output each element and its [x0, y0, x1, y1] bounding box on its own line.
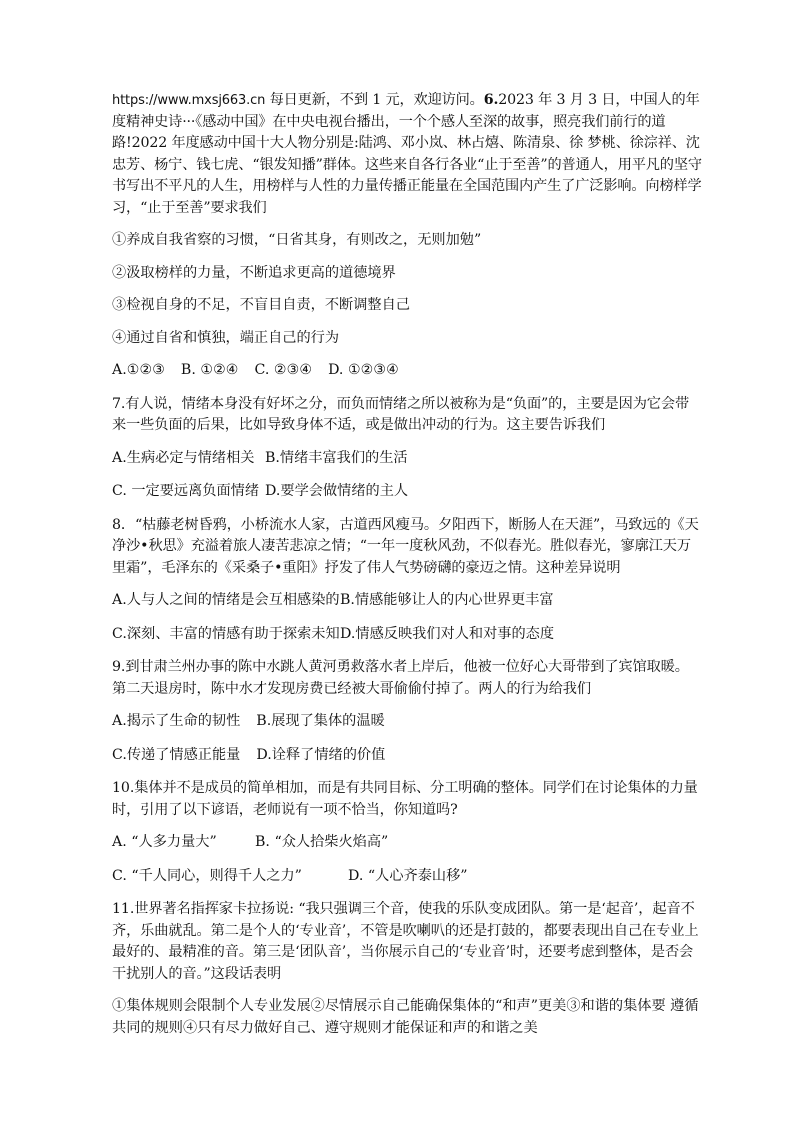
question-6-item-3: ③检视自身的不足，不盲目自责，不断调整自己: [112, 297, 410, 313]
q7-option-a[interactable]: A.生病必定与情绪相关: [112, 449, 255, 466]
question-7-options-row-2: [112, 481, 702, 503]
question-8-stem: 8．“枯藤老树昏鸦，小桥流水人家，古道西风瘦马。夕阳西下，断肠人在天涯”，马致远的《天净沙•秋思》充溢着旅人凄苦悲凉之情；“一年一度秋风劲，不似春光。胜似春光，寥廓江天万里霜”，毛泽东的《采桑子•重阳》抒发了伟人气势磅礴的豪迈之情。这种差异说明: [112, 516, 699, 576]
q10-option-a[interactable]: A. “人多力量大”: [112, 834, 217, 850]
q6-option-b[interactable]: B. ①②④: [180, 362, 239, 378]
q7-option-d[interactable]: D.要学会做情绪的主人: [265, 483, 409, 499]
exam-page: [112, 90, 702, 1050]
question-6-stem: [112, 90, 702, 219]
question-9-options-row-2: [112, 745, 702, 767]
question-10-options-row-1: [112, 832, 702, 854]
q9-option-a[interactable]: A.揭示了生命的韧性: [112, 713, 241, 729]
q9-option-c[interactable]: C.传递了情感正能量: [112, 746, 241, 763]
q9-option-b[interactable]: B.展现了集体的温暖: [256, 713, 385, 729]
question-10-options-row-2: [112, 866, 702, 888]
q10-option-d[interactable]: D. “人心齐泰山移”: [348, 867, 468, 884]
question-11-items: ①集体规则会限制个人专业发展②尽情展示自己能确保集体的“和声”更美③和谐的集体要 遵循共同的规则④只有尽力做好自己、遵守规则才能保证和声的和谐之美: [112, 998, 699, 1036]
q8-option-d[interactable]: D.情感反映我们对人和对事的态度: [340, 625, 555, 642]
site-url[interactable]: https://www.mxsj663.cn: [112, 93, 266, 108]
question-6-options: [112, 360, 702, 382]
question-9-stem: 9.到甘肃兰州办事的陈中水跳人黄河勇救落水者上岸后，他被一位好心大哥带到了宾馆取暖。第二天退房时，陈中水才发现房费已经被大哥偷偷付掉了。两人的行为给我们: [112, 659, 689, 697]
question-7-stem: 7.有人说，情绪本身没有好坏之分，而负而情绪之所以被称为是“负面”的，主要是因为它会带来一些负面的后果，比如导致身体不适，或是做出冲动的行为。这主要告诉我们: [112, 395, 690, 433]
q8-option-a[interactable]: A.人与人之间的情绪是会互相感染的: [112, 592, 340, 608]
question-8-options-row-2: [112, 624, 702, 646]
q8-option-b[interactable]: B.情感能够让人的内心世界更丰富: [340, 592, 554, 608]
q8-option-c[interactable]: C.深刻、丰富的情感有助于探索未知: [112, 625, 340, 642]
question-9-options-row-1: [112, 711, 702, 733]
q6-option-a[interactable]: A.①②③: [112, 362, 165, 378]
question-6-item-1: ①养成自我省察的习惯，“日省其身，有则改之，无则加勉”: [112, 232, 482, 248]
question-6-item-4: ④通过自省和慎独，端正自己的行为: [112, 329, 340, 346]
question-6-text: 2023 年 3 月 3 日，中国人的年度精神史诗···《感动中国》在中央电视台播出，一个个感人至深的故事，照亮我们前行的道路!2022 年度感动中国十大人物分别是:陆鸿、邓小岚、林占熺、陈清泉、徐 梦桃、徐淙祥、沈忠芳、杨宁、钱七虎、“银发知播”群体。这些来自各行各业“止于至善”的普通人，用平凡的坚守书写出不平凡的人生，用榜样与人性的力量传播正能量在全国范围内产生了广泛影响。向榜样学习，“止于至善”要求我们: [112, 92, 702, 216]
q7-option-c[interactable]: C. 一定要远离负面情绪: [112, 483, 260, 499]
question-8-options-row-1: [112, 590, 702, 612]
question-7-options-row-1: [112, 448, 702, 470]
q9-option-d[interactable]: D.诠释了情绪的价值: [256, 746, 386, 763]
q10-option-b[interactable]: B. “众人拾柴火焰高”: [255, 834, 389, 850]
question-10-stem: 10.集体并不是成员的简单相加，而是有共同目标、分工明确的整体。同学们在讨论集体的力量时，引用了以下谚语，老师说有一项不恰当，你知道吗?: [112, 780, 698, 818]
site-note: 每日更新，不到 1 元，欢迎访问。: [269, 92, 484, 108]
q6-option-d[interactable]: D. ①②③④: [328, 362, 399, 378]
q10-option-c[interactable]: C. “千人同心，则得千人之力”: [112, 867, 302, 884]
question-6-item-2: ②汲取榜样的力量，不断追求更高的道德境界: [112, 264, 396, 281]
question-6-number: 6.: [483, 92, 499, 108]
q7-option-b[interactable]: B.情绪丰富我们的生活: [265, 449, 408, 466]
q6-option-c[interactable]: C. ②③④: [254, 362, 313, 378]
question-11-stem: 11.世界著名指挥家卡拉扬说: “我只强调三个音，使我的乐队变成团队。第一是‘起音’，起音不齐，乐曲就乱。第二是个人的‘专业音’，不管是吹喇叭的还是打鼓的，都要表现出自己在专业上最好的、最精准的音。第三是‘团队音’，当你展示自己的‘专业音’时，还要考虑到整体，是否会干扰别人的音。”这段话表明: [112, 901, 699, 982]
